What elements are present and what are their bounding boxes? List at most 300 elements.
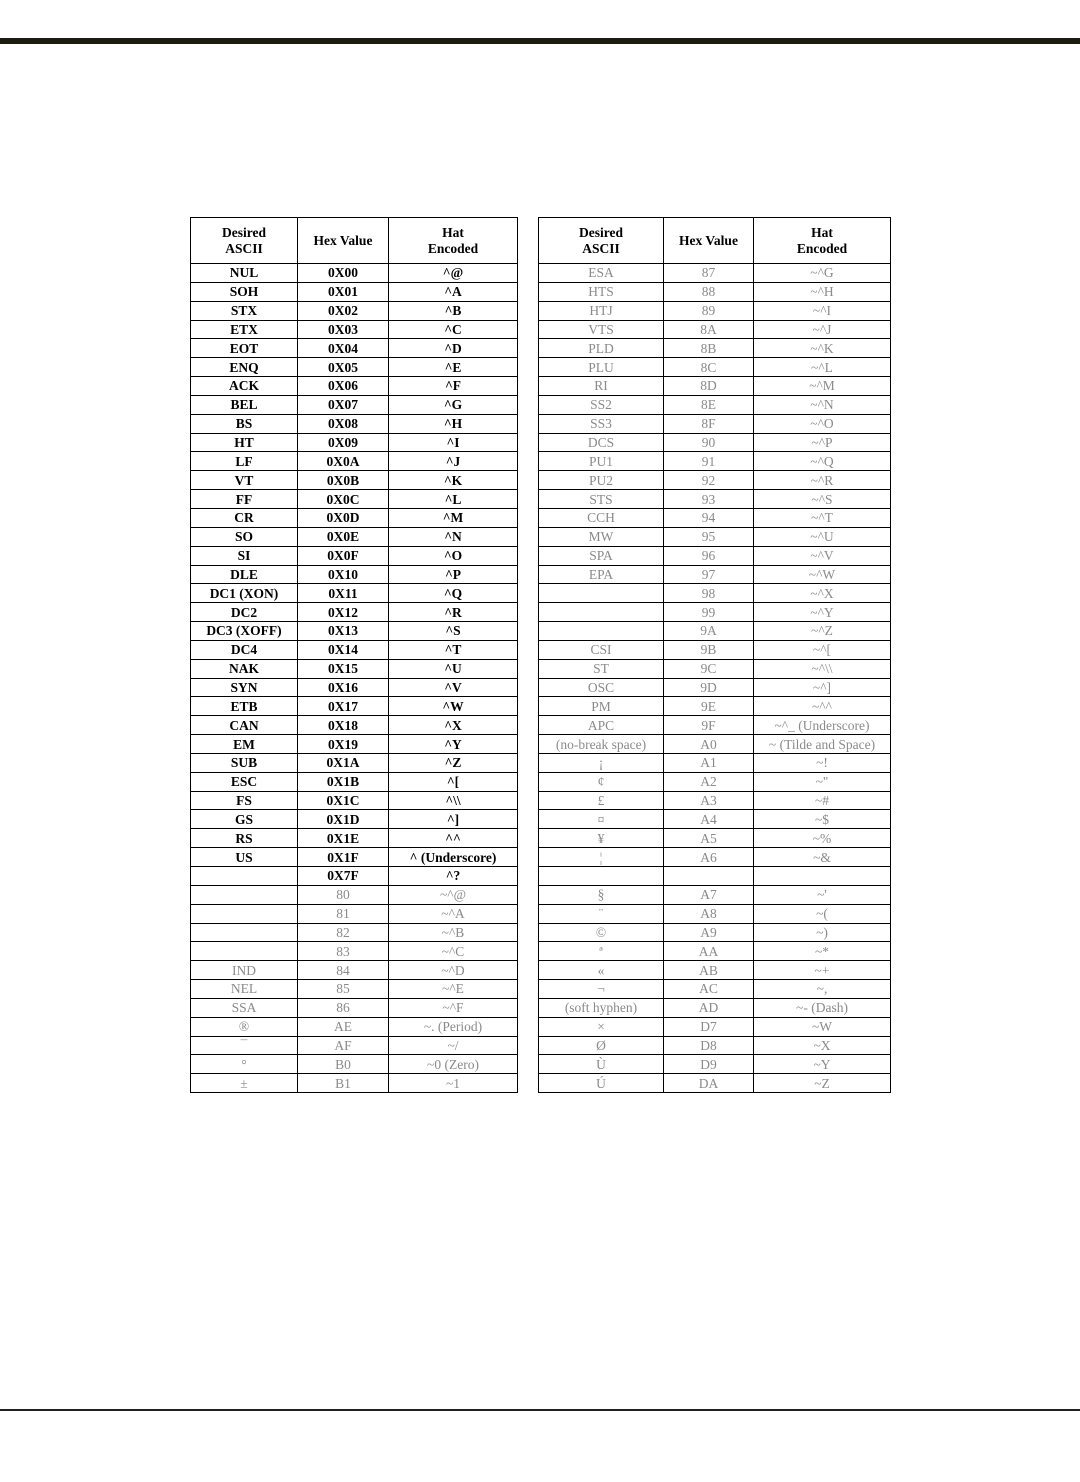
- table-row: [191, 358, 518, 377]
- table-row: [191, 659, 518, 678]
- hex-value-cell: 91: [664, 452, 754, 471]
- hex-value-cell: 0X16: [298, 678, 389, 697]
- hat-encoded-cell: ^Z: [389, 753, 518, 772]
- hat-encoded-cell: ~1: [389, 1074, 518, 1093]
- hat-encoded-cell: ^S: [389, 622, 518, 641]
- desired-ascii-cell: SPA: [539, 546, 664, 565]
- desired-ascii-cell: SO: [191, 527, 298, 546]
- desired-ascii-cell: DLE: [191, 565, 298, 584]
- desired-ascii-cell: VT: [191, 471, 298, 490]
- hex-value-cell: 0X04: [298, 339, 389, 358]
- table-row: [191, 1055, 518, 1074]
- hex-value-cell: 0X1E: [298, 829, 389, 848]
- hex-value-cell: 82: [298, 923, 389, 942]
- hex-value-cell: 8D: [664, 377, 754, 396]
- hat-encoded-cell: ~%: [754, 829, 891, 848]
- table-row: [191, 867, 518, 886]
- desired-ascii-cell: ª: [539, 942, 664, 961]
- desired-ascii-cell: ¡: [539, 753, 664, 772]
- desired-ascii-cell: SS3: [539, 414, 664, 433]
- desired-ascii-cell: CAN: [191, 716, 298, 735]
- hex-value-cell: 8C: [664, 358, 754, 377]
- desired-ascii-cell: APC: [539, 716, 664, 735]
- hat-encoding-table-left: [190, 217, 518, 1093]
- hat-encoded-cell: ~^L: [754, 358, 891, 377]
- hat-encoded-cell: ~^X: [754, 584, 891, 603]
- table-row: [191, 508, 518, 527]
- hex-value-cell: A2: [664, 772, 754, 791]
- table-row: [539, 791, 891, 810]
- hat-encoded-cell: ^B: [389, 301, 518, 320]
- hex-value-cell: AC: [664, 980, 754, 999]
- desired-ascii-cell: HT: [191, 433, 298, 452]
- hat-encoded-cell: ~W: [754, 1017, 891, 1036]
- hex-value-cell: 0X1D: [298, 810, 389, 829]
- hex-value-cell: 9B: [664, 640, 754, 659]
- hat-encoded-cell: ~^E: [389, 980, 518, 999]
- hat-encoded-cell: ~^J: [754, 320, 891, 339]
- desired-ascii-cell: MW: [539, 527, 664, 546]
- hex-value-cell: A0: [664, 735, 754, 754]
- hat-encoded-cell: ^R: [389, 603, 518, 622]
- desired-ascii-cell: PM: [539, 697, 664, 716]
- hex-value-cell: 93: [664, 490, 754, 509]
- col-header-hex-value: Hex Value: [664, 218, 754, 264]
- table-row: [539, 433, 891, 452]
- hat-encoding-table-right: [538, 217, 891, 1093]
- table-header-row: [191, 218, 518, 264]
- hex-value-cell: A9: [664, 923, 754, 942]
- hat-encoded-cell: ~/: [389, 1036, 518, 1055]
- hat-encoded-cell: ^I: [389, 433, 518, 452]
- hat-encoded-cell: ~^F: [389, 998, 518, 1017]
- desired-ascii-cell: §: [539, 885, 664, 904]
- table-row: [539, 716, 891, 735]
- hat-encoded-cell: ~^P: [754, 433, 891, 452]
- table-row: [539, 414, 891, 433]
- hat-encoded-cell: ~#: [754, 791, 891, 810]
- desired-ascii-cell: VTS: [539, 320, 664, 339]
- desired-ascii-cell: ESA: [539, 264, 664, 283]
- hat-encoded-cell: ~^O: [754, 414, 891, 433]
- table-row: [539, 659, 891, 678]
- hat-encoded-cell: ~': [754, 885, 891, 904]
- hex-value-cell: B1: [298, 1074, 389, 1093]
- table-row: [539, 603, 891, 622]
- table-row: [539, 471, 891, 490]
- desired-ascii-cell: [539, 584, 664, 603]
- hex-value-cell: 0X19: [298, 735, 389, 754]
- hex-value-cell: 0X09: [298, 433, 389, 452]
- hat-encoded-cell: ~^]: [754, 678, 891, 697]
- col-header-desired-ascii: Desired ASCII: [191, 218, 298, 264]
- table-row: [539, 508, 891, 527]
- desired-ascii-cell: ACK: [191, 377, 298, 396]
- desired-ascii-cell: HTJ: [539, 301, 664, 320]
- desired-ascii-cell: BS: [191, 414, 298, 433]
- hex-value-cell: 0X02: [298, 301, 389, 320]
- hat-encoded-cell: ~^H: [754, 282, 891, 301]
- desired-ascii-cell: EPA: [539, 565, 664, 584]
- hat-encoded-cell: ^Q: [389, 584, 518, 603]
- table-row: [539, 998, 891, 1017]
- table-row: [191, 998, 518, 1017]
- hex-value-cell: 80: [298, 885, 389, 904]
- desired-ascii-cell: ENQ: [191, 358, 298, 377]
- hat-encoded-cell: ~^C: [389, 942, 518, 961]
- hat-encoded-cell: ^C: [389, 320, 518, 339]
- hex-value-cell: 9A: [664, 622, 754, 641]
- hat-encoded-cell: ^P: [389, 565, 518, 584]
- desired-ascii-cell: ¯: [191, 1036, 298, 1055]
- table-row: [539, 584, 891, 603]
- hat-encoded-cell: ~(: [754, 904, 891, 923]
- table-row: [539, 697, 891, 716]
- desired-ascii-cell: Ø: [539, 1036, 664, 1055]
- table-row: [539, 829, 891, 848]
- desired-ascii-cell: (soft hyphen): [539, 998, 664, 1017]
- table-row: [191, 829, 518, 848]
- hat-encoded-cell: ^?: [389, 867, 518, 886]
- desired-ascii-cell: LF: [191, 452, 298, 471]
- hex-value-cell: 95: [664, 527, 754, 546]
- table-row: [539, 264, 891, 283]
- hat-encoded-cell: ^F: [389, 377, 518, 396]
- table-row: [539, 942, 891, 961]
- hat-encoded-cell: ~^K: [754, 339, 891, 358]
- hex-value-cell: 0X18: [298, 716, 389, 735]
- hat-encoded-cell: ~Z: [754, 1074, 891, 1093]
- hex-value-cell: 0X12: [298, 603, 389, 622]
- hat-encoded-cell: ~^D: [389, 961, 518, 980]
- desired-ascii-cell: «: [539, 961, 664, 980]
- hex-value-cell: 88: [664, 282, 754, 301]
- footer-rule: [0, 1409, 1080, 1411]
- hat-encoded-cell: ~^W: [754, 565, 891, 584]
- desired-ascii-cell: ¦: [539, 848, 664, 867]
- table-row: [191, 546, 518, 565]
- table-row: [539, 904, 891, 923]
- hex-value-cell: AA: [664, 942, 754, 961]
- table-row: [191, 264, 518, 283]
- hex-value-cell: 86: [298, 998, 389, 1017]
- desired-ascii-cell: SSA: [191, 998, 298, 1017]
- hex-value-cell: 0X1B: [298, 772, 389, 791]
- hex-value-cell: 8E: [664, 395, 754, 414]
- hex-value-cell: 8F: [664, 414, 754, 433]
- hat-encoded-cell: ^ (Underscore): [389, 848, 518, 867]
- table-row: [191, 282, 518, 301]
- col-header-hex-value: Hex Value: [298, 218, 389, 264]
- hex-value-cell: 0X7F: [298, 867, 389, 886]
- hat-encoded-cell: ~^Z: [754, 622, 891, 641]
- desired-ascii-cell: PU2: [539, 471, 664, 490]
- hex-value-cell: A7: [664, 885, 754, 904]
- hat-encoded-cell: ~^U: [754, 527, 891, 546]
- desired-ascii-cell: RI: [539, 377, 664, 396]
- hex-value-cell: 97: [664, 565, 754, 584]
- table-row: [539, 452, 891, 471]
- table-row: [191, 1036, 518, 1055]
- table-row: [539, 1017, 891, 1036]
- hat-encoded-cell: ~^[: [754, 640, 891, 659]
- hex-value-cell: 0X11: [298, 584, 389, 603]
- desired-ascii-cell: NEL: [191, 980, 298, 999]
- hat-encoded-cell: ^E: [389, 358, 518, 377]
- hat-encoded-cell: ^W: [389, 697, 518, 716]
- table-row: [191, 565, 518, 584]
- hex-value-cell: 99: [664, 603, 754, 622]
- table-row: [539, 1036, 891, 1055]
- desired-ascii-cell: ST: [539, 659, 664, 678]
- header-rule: [0, 38, 1080, 44]
- hat-encoded-cell: ~. (Period): [389, 1017, 518, 1036]
- hat-encoded-cell: ~+: [754, 961, 891, 980]
- hat-encoded-cell: ~^S: [754, 490, 891, 509]
- desired-ascii-cell: FF: [191, 490, 298, 509]
- table-row: [539, 1055, 891, 1074]
- hex-value-cell: 0X08: [298, 414, 389, 433]
- hex-value-cell: 0X05: [298, 358, 389, 377]
- hat-encoded-cell: ^X: [389, 716, 518, 735]
- hat-encoded-cell: ^]: [389, 810, 518, 829]
- hat-encoded-cell: ~^\\: [754, 659, 891, 678]
- table-row: [539, 980, 891, 999]
- hat-encoded-cell: ^@: [389, 264, 518, 283]
- hex-value-cell: 0X0E: [298, 527, 389, 546]
- hat-encoded-cell: ^J: [389, 452, 518, 471]
- desired-ascii-cell: DC1 (XON): [191, 584, 298, 603]
- desired-ascii-cell: [191, 867, 298, 886]
- hat-encoded-cell: ^T: [389, 640, 518, 659]
- table-row: [191, 697, 518, 716]
- table-row: [539, 490, 891, 509]
- hex-value-cell: [664, 867, 754, 886]
- table-row: [191, 433, 518, 452]
- table-row: [191, 980, 518, 999]
- table-row: [191, 603, 518, 622]
- hex-value-cell: 0X0F: [298, 546, 389, 565]
- hat-encoded-cell: ^L: [389, 490, 518, 509]
- table-row: [539, 301, 891, 320]
- table-row: [191, 622, 518, 641]
- hat-encoded-cell: ~^^: [754, 697, 891, 716]
- desired-ascii-cell: SYN: [191, 678, 298, 697]
- desired-ascii-cell: CCH: [539, 508, 664, 527]
- hat-encoded-cell: ~^R: [754, 471, 891, 490]
- hex-value-cell: DA: [664, 1074, 754, 1093]
- hat-encoded-cell: ~&: [754, 848, 891, 867]
- desired-ascii-cell: IND: [191, 961, 298, 980]
- hex-value-cell: 0X0B: [298, 471, 389, 490]
- table-row: [539, 810, 891, 829]
- table-row: [539, 735, 891, 754]
- hat-encoded-cell: ~X: [754, 1036, 891, 1055]
- hex-value-cell: 0X0A: [298, 452, 389, 471]
- hex-value-cell: A3: [664, 791, 754, 810]
- hex-value-cell: AB: [664, 961, 754, 980]
- hex-value-cell: AD: [664, 998, 754, 1017]
- desired-ascii-cell: ¨: [539, 904, 664, 923]
- col-header-hat-encoded: Hat Encoded: [389, 218, 518, 264]
- hat-encoded-cell: ~^V: [754, 546, 891, 565]
- table-row: [191, 301, 518, 320]
- desired-ascii-cell: ¢: [539, 772, 664, 791]
- table-row: [539, 885, 891, 904]
- table-row: [191, 395, 518, 414]
- table-row: [539, 772, 891, 791]
- desired-ascii-cell: ETX: [191, 320, 298, 339]
- hat-encoded-cell: [754, 867, 891, 886]
- table-row: [191, 320, 518, 339]
- hex-value-cell: 94: [664, 508, 754, 527]
- hex-value-cell: A6: [664, 848, 754, 867]
- hex-value-cell: 85: [298, 980, 389, 999]
- table-row: [539, 395, 891, 414]
- hat-encoded-cell: ~^M: [754, 377, 891, 396]
- table-row: [539, 339, 891, 358]
- desired-ascii-cell: ±: [191, 1074, 298, 1093]
- hex-value-cell: 0X07: [298, 395, 389, 414]
- hat-encoded-cell: ~^Q: [754, 452, 891, 471]
- table-row: [191, 640, 518, 659]
- table-row: [191, 923, 518, 942]
- desired-ascii-cell: DCS: [539, 433, 664, 452]
- desired-ascii-cell: [191, 885, 298, 904]
- hat-encoded-cell: ~^G: [754, 264, 891, 283]
- hex-value-cell: 0X13: [298, 622, 389, 641]
- hex-value-cell: 0X0C: [298, 490, 389, 509]
- hex-value-cell: 9F: [664, 716, 754, 735]
- desired-ascii-cell: NUL: [191, 264, 298, 283]
- desired-ascii-cell: DC4: [191, 640, 298, 659]
- table-row: [191, 527, 518, 546]
- hex-value-cell: D7: [664, 1017, 754, 1036]
- table-row: [191, 772, 518, 791]
- desired-ascii-cell: ETB: [191, 697, 298, 716]
- desired-ascii-cell: [191, 904, 298, 923]
- desired-ascii-cell: ¬: [539, 980, 664, 999]
- table-row: [191, 753, 518, 772]
- table-row: [539, 1074, 891, 1093]
- table-row: [191, 490, 518, 509]
- hex-value-cell: 0X17: [298, 697, 389, 716]
- desired-ascii-cell: [539, 622, 664, 641]
- hex-value-cell: 9D: [664, 678, 754, 697]
- hex-value-cell: 0X03: [298, 320, 389, 339]
- desired-ascii-cell: STX: [191, 301, 298, 320]
- table-row: [191, 942, 518, 961]
- desired-ascii-cell: US: [191, 848, 298, 867]
- hat-encoded-cell: ^A: [389, 282, 518, 301]
- table-row: [191, 414, 518, 433]
- table-row: [191, 848, 518, 867]
- desired-ascii-cell: BEL: [191, 395, 298, 414]
- table-header-row: [539, 218, 891, 264]
- hat-encoded-cell: ^\\: [389, 791, 518, 810]
- hat-encoded-cell: ~^T: [754, 508, 891, 527]
- hex-value-cell: 9E: [664, 697, 754, 716]
- hex-value-cell: 0X14: [298, 640, 389, 659]
- hex-value-cell: 98: [664, 584, 754, 603]
- hex-value-cell: 81: [298, 904, 389, 923]
- table-row: [539, 622, 891, 641]
- desired-ascii-cell: EOT: [191, 339, 298, 358]
- hat-encoded-cell: ~": [754, 772, 891, 791]
- hat-encoded-cell: ~^Y: [754, 603, 891, 622]
- hex-value-cell: 8A: [664, 320, 754, 339]
- desired-ascii-cell: Ù: [539, 1055, 664, 1074]
- table-row: [539, 358, 891, 377]
- desired-ascii-cell: GS: [191, 810, 298, 829]
- hex-value-cell: A8: [664, 904, 754, 923]
- hat-encoded-cell: ~^B: [389, 923, 518, 942]
- hex-value-cell: D8: [664, 1036, 754, 1055]
- hat-encoded-cell: ~^I: [754, 301, 891, 320]
- hex-value-cell: 0X10: [298, 565, 389, 584]
- desired-ascii-cell: PLU: [539, 358, 664, 377]
- desired-ascii-cell: Ú: [539, 1074, 664, 1093]
- table-row: [191, 1017, 518, 1036]
- table-row: [191, 791, 518, 810]
- hex-value-cell: 90: [664, 433, 754, 452]
- hat-encoded-cell: ^G: [389, 395, 518, 414]
- desired-ascii-cell: NAK: [191, 659, 298, 678]
- table-row: [539, 546, 891, 565]
- hex-value-cell: D9: [664, 1055, 754, 1074]
- hex-value-cell: A5: [664, 829, 754, 848]
- col-header-desired-ascii: Desired ASCII: [539, 218, 664, 264]
- table-row: [191, 377, 518, 396]
- table-row: [539, 961, 891, 980]
- desired-ascii-cell: (no-break space): [539, 735, 664, 754]
- hex-value-cell: 0X00: [298, 264, 389, 283]
- desired-ascii-cell: ®: [191, 1017, 298, 1036]
- desired-ascii-cell: CR: [191, 508, 298, 527]
- table-row: [191, 716, 518, 735]
- table-row: [539, 527, 891, 546]
- hat-encoded-cell: ^U: [389, 659, 518, 678]
- desired-ascii-cell: EM: [191, 735, 298, 754]
- hat-encoded-cell: ~*: [754, 942, 891, 961]
- table-row: [191, 810, 518, 829]
- desired-ascii-cell: [191, 942, 298, 961]
- hat-encoded-cell: ~!: [754, 753, 891, 772]
- desired-ascii-cell: ×: [539, 1017, 664, 1036]
- hex-value-cell: 84: [298, 961, 389, 980]
- table-row: [191, 584, 518, 603]
- table-row: [539, 753, 891, 772]
- hat-encoded-cell: ~$: [754, 810, 891, 829]
- hex-value-cell: 0X1C: [298, 791, 389, 810]
- desired-ascii-cell: FS: [191, 791, 298, 810]
- hat-encoded-cell: ~ (Tilde and Space): [754, 735, 891, 754]
- desired-ascii-cell: ESC: [191, 772, 298, 791]
- hat-encoded-cell: ~- (Dash): [754, 998, 891, 1017]
- table-row: [539, 678, 891, 697]
- desired-ascii-cell: SI: [191, 546, 298, 565]
- hex-value-cell: 0X0D: [298, 508, 389, 527]
- hat-encoded-cell: ^O: [389, 546, 518, 565]
- hat-encoded-cell: ^K: [389, 471, 518, 490]
- desired-ascii-cell: DC2: [191, 603, 298, 622]
- desired-ascii-cell: ¤: [539, 810, 664, 829]
- hex-value-cell: B0: [298, 1055, 389, 1074]
- hex-value-cell: 87: [664, 264, 754, 283]
- table-row: [539, 320, 891, 339]
- desired-ascii-cell: £: [539, 791, 664, 810]
- hat-encoded-cell: ~^_ (Underscore): [754, 716, 891, 735]
